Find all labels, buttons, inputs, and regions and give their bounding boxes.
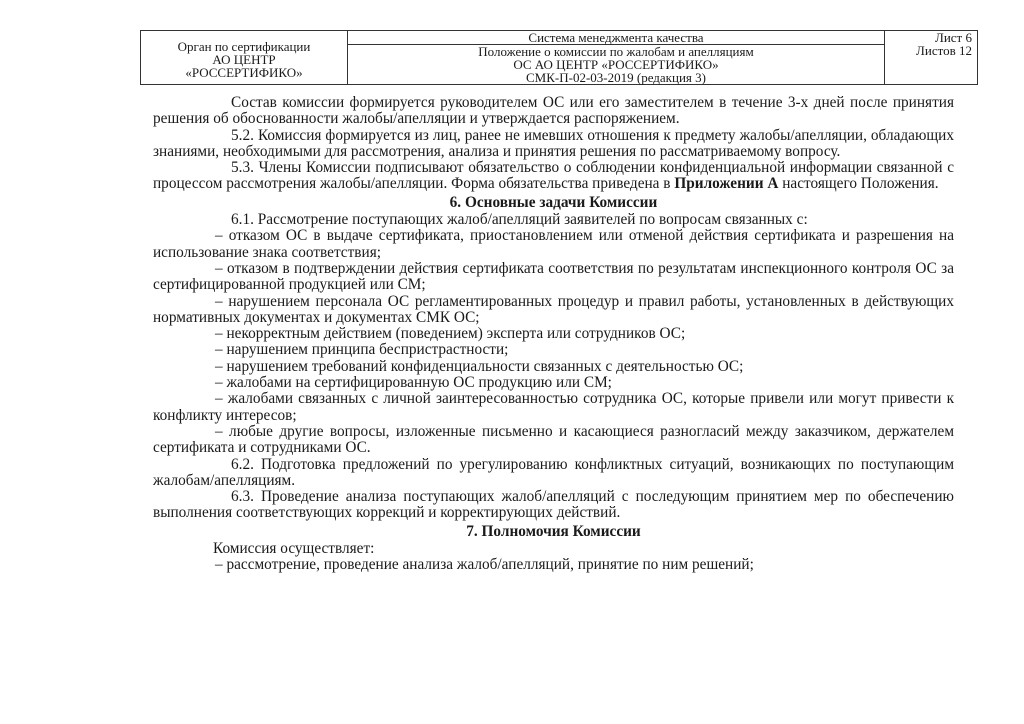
document-header xyxy=(140,30,978,85)
list-item: – жалобами связанных с личной заинтересованностью сотрудника ОС, которые привели или могут привести к конфликту интересов; xyxy=(153,390,954,424)
appendix-a-reference: Приложении А xyxy=(674,175,779,193)
system-title-cell xyxy=(348,31,885,45)
list-item: – нарушением требований конфиденциальности связанных с деятельностью ОС; xyxy=(215,357,744,375)
document-title-line-1: Положение о комиссии по жалобам и апелляциям xyxy=(478,44,754,59)
document-code: СМК-П-02-03-2019 (редакция 3) xyxy=(526,70,706,85)
system-title: Система менеджмента качества xyxy=(528,30,704,45)
list-item: – нарушением принципа беспристрастности; xyxy=(215,341,509,359)
section-7-heading: 7. Полномочия Комиссии xyxy=(466,522,641,540)
section-6-heading: 6. Основные задачи Комиссии xyxy=(449,193,658,211)
document-body xyxy=(153,95,954,574)
paragraph-5-3 xyxy=(153,160,954,193)
paragraph-5-3-tail: настоящего Положения. xyxy=(778,175,939,193)
paragraph-6-2: 6.2. Подготовка предложений по урегулированию конфликтных ситуаций, возникающих по поступающим жалобам/апелляциям. xyxy=(153,455,954,489)
paragraph-7-intro: Комиссия осуществляет: xyxy=(213,540,375,558)
list-item: – жалобами на сертифицированную ОС продукцию или СМ; xyxy=(215,374,612,392)
list-item: – отказом в подтверждении действия сертификата соответствия по результатам инспекционного контроля ОС за сертифицированной продукцией или СМ; xyxy=(153,259,954,294)
org-line-3: «РОССЕРТИФИКО» xyxy=(185,65,303,80)
sheet-cell xyxy=(885,31,978,85)
certification-body-cell xyxy=(141,31,348,85)
list-item: – отказом ОС в выдаче сертификата, приостановлением или отменой действия сертификата и разрешения на использование знака соответствия; xyxy=(153,227,954,261)
paragraph-6-3: 6.3. Проведение анализа поступающих жалоб/апелляций с последующим принятием мер по обеспечению выполнения соответствующих коррекций и корректирующих действий. xyxy=(153,488,954,522)
sheets-total: Листов 12 xyxy=(916,43,972,58)
document-title-line-2: ОС АО ЦЕНТР «РОССЕРТИФИКО» xyxy=(513,57,719,72)
paragraph-5-3-text: 5.3. Члены Комиссии подписывают обязательство о соблюдении конфиденциальной информации связанной с процессом рассмотрения жалобы/апелляции. Форма обязательства приведена в xyxy=(153,159,954,193)
paragraph-6-1: 6.1. Рассмотрение поступающих жалоб/апелляций заявителей по вопросам связанных с: xyxy=(231,211,808,229)
paragraph-5-2: 5.2. Комиссия формируется из лиц, ранее не имевших отношения к предмету жалобы/апелляции, обладающих знаниями, необходимыми для рассмотрения, анализа и принятия решения по рассматриваемому вопросу. xyxy=(153,126,954,160)
org-line-2: АО ЦЕНТР xyxy=(212,52,276,67)
list-item: – некорректным действием (поведением) эксперта или сотрудников ОС; xyxy=(215,325,686,343)
paragraph-commission-composition: Состав комиссии формируется руководителем ОС или его заместителем в течение 3-х дней после принятия решения об обоснованности жалобы/апелляции и утверждается распоряжением. xyxy=(153,94,954,128)
org-line-1: Орган по сертификации xyxy=(177,39,311,54)
list-item: – любые другие вопросы, изложенные письменно и касающиеся разногласий между заказчиком, держателем сертификата и сотрудниками ОС. xyxy=(153,422,954,457)
sheet-number: Лист 6 xyxy=(935,30,972,45)
list-item: – рассмотрение, проведение анализа жалоб/апелляций, принятие по ним решений; xyxy=(215,556,754,574)
document-title-cell xyxy=(348,45,885,85)
list-item: – нарушением персонала ОС регламентированных процедур и правил работы, установленных в действующих нормативных документах и документах СМК ОС; xyxy=(153,292,954,326)
